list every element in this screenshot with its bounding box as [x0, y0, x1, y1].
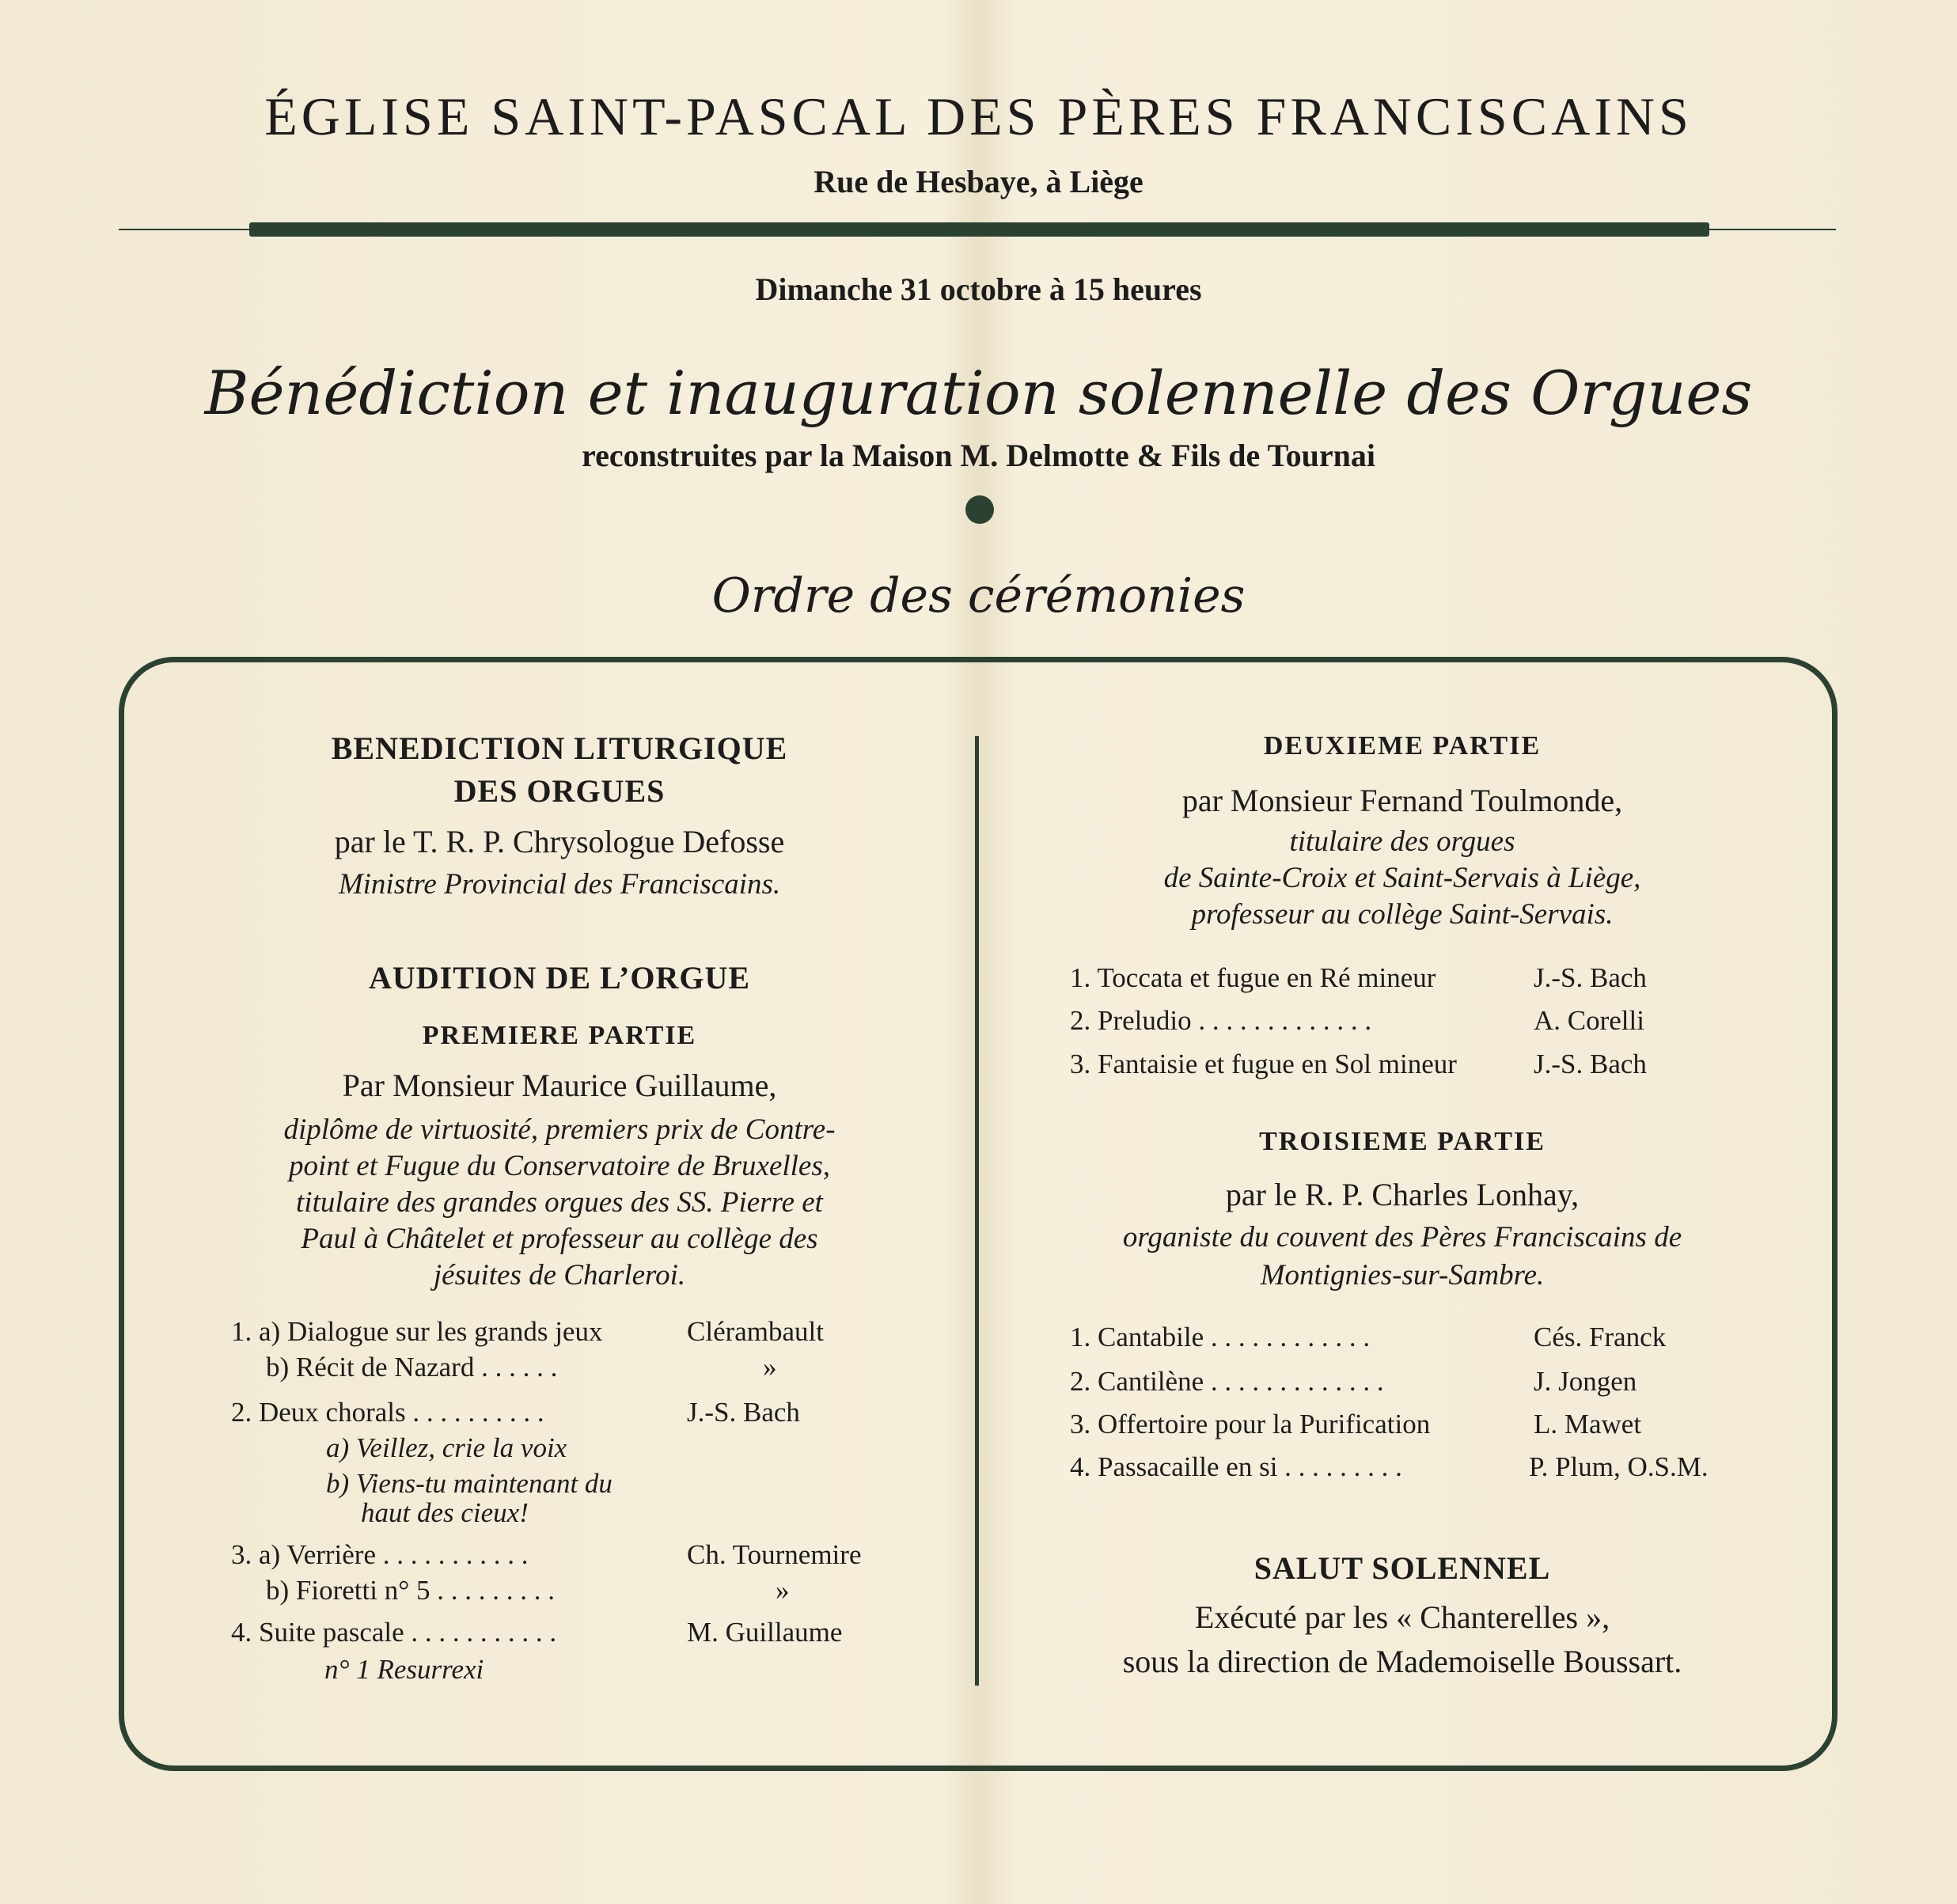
program-subitem: a) Veillez, crie la voix: [326, 1432, 567, 1463]
church-title: ÉGLISE SAINT-PASCAL DES PÈRES FRANCISCAINS: [264, 86, 1693, 146]
bio-3-line: Montignies-sur-Sambre.: [1260, 1259, 1545, 1291]
audition-heading: AUDITION DE L’ORGUE: [368, 960, 751, 996]
bio-3-line: organiste du couvent des Pères Franciscains de: [1122, 1221, 1682, 1254]
bio-1-line: jésuites de Charleroi.: [433, 1259, 686, 1291]
program-item: 3. Offertoire pour la Purification: [1070, 1409, 1431, 1439]
program-composer: P. Plum, O.S.M.: [1529, 1451, 1709, 1482]
program-item: 2. Cantilène . . . . . . . . . . . . .: [1070, 1366, 1384, 1397]
salut-line-2: sous la direction de Mademoiselle Boussart.: [1122, 1644, 1682, 1679]
organ-builder-line: reconstruites par la Maison M. Delmotte & Fils de Tournai: [582, 438, 1375, 473]
bio-2-line: titulaire des orgues: [1289, 825, 1515, 858]
bio-1-line: titulaire des grandes orgues des SS. Pierre et: [296, 1186, 823, 1219]
program-composer: »: [776, 1575, 790, 1606]
program-composer: J.-S. Bach: [1534, 1049, 1647, 1079]
program-composer: Ch. Tournemire: [687, 1539, 862, 1570]
program-item: 3. a) Verrière . . . . . . . . . . .: [231, 1539, 529, 1570]
deuxieme-partie-heading: DEUXIEME PARTIE: [1263, 731, 1542, 760]
performer-2: par Monsieur Fernand Toulmonde,: [1181, 783, 1623, 818]
program-subitem: b) Viens-tu maintenant du: [326, 1468, 613, 1499]
program-subitem: n° 1 Resurrexi: [324, 1654, 484, 1685]
program-composer: J.-S. Bach: [1534, 962, 1647, 993]
program-composer: Cés. Franck: [1534, 1322, 1667, 1352]
program-composer: »: [763, 1352, 777, 1382]
salut-heading: SALUT SOLENNEL: [1253, 1550, 1551, 1586]
bullet-ornament: [965, 495, 994, 524]
bio-2-line: de Sainte-Croix et Saint-Servais à Liège,: [1163, 862, 1641, 894]
performer-3: par le R. P. Charles Lonhay,: [1225, 1177, 1580, 1212]
program-item: 1. a) Dialogue sur les grands jeux: [231, 1316, 603, 1347]
premiere-partie-heading: PREMIERE PARTIE: [422, 1021, 697, 1050]
program-item: 1. Cantabile . . . . . . . . . . . .: [1070, 1322, 1371, 1352]
column-divider: [975, 736, 979, 1686]
program-item: 1. Toccata et fugue en Ré mineur: [1070, 962, 1436, 993]
bio-1-line: Paul à Châtelet et professeur au collège des: [301, 1223, 818, 1255]
program-composer: J.-S. Bach: [687, 1397, 800, 1428]
program-composer: Clérambault: [687, 1316, 825, 1347]
event-date: Dimanche 31 octobre à 15 heures: [755, 271, 1202, 307]
bio-1-line: diplôme de virtuosité, premiers prix de Contre-: [283, 1113, 836, 1146]
program-item: b) Fioretti n° 5 . . . . . . . . .: [266, 1575, 555, 1606]
program-item: 2. Deux chorals . . . . . . . . . .: [231, 1397, 544, 1428]
benediction-heading-line2: DES ORGUES: [453, 773, 666, 809]
church-address: Rue de Hesbaye, à Liège: [814, 164, 1143, 199]
ordre-heading: Ordre des cérémonies: [711, 568, 1246, 624]
program-composer: L. Mawet: [1534, 1409, 1642, 1439]
officiant: par le T. R. P. Chrysologue Defosse: [334, 824, 785, 859]
program-composer: A. Corelli: [1534, 1005, 1644, 1036]
program-composer: M. Guillaume: [687, 1617, 843, 1648]
performer-1: Par Monsieur Maurice Guillaume,: [342, 1068, 777, 1103]
salut-line-1: Exécuté par les « Chanterelles »,: [1194, 1599, 1610, 1635]
main-title: Bénédiction et inauguration solennelle des Orgues: [204, 358, 1753, 428]
header-rule-thick: [249, 222, 1709, 237]
officiant-role: Ministre Provincial des Franciscains.: [338, 868, 781, 901]
program-composer: J. Jongen: [1534, 1366, 1637, 1397]
program-item: 2. Preludio . . . . . . . . . . . . .: [1070, 1005, 1372, 1036]
bio-1-line: point et Fugue du Conservatoire de Bruxelles,: [288, 1150, 830, 1182]
program-item: b) Récit de Nazard . . . . . .: [266, 1352, 558, 1382]
benediction-heading-line1: BENEDICTION LITURGIQUE: [331, 730, 788, 766]
program-item: 3. Fantaisie et fugue en Sol mineur: [1070, 1049, 1457, 1079]
program-item: 4. Passacaille en si . . . . . . . . .: [1070, 1451, 1402, 1482]
program-item: 4. Suite pascale . . . . . . . . . . .: [231, 1617, 557, 1648]
troisieme-partie-heading: TROISIEME PARTIE: [1259, 1127, 1545, 1156]
program-subitem: haut des cieux!: [361, 1497, 529, 1528]
bio-2-line: professeur au collège Saint-Servais.: [1191, 898, 1614, 931]
